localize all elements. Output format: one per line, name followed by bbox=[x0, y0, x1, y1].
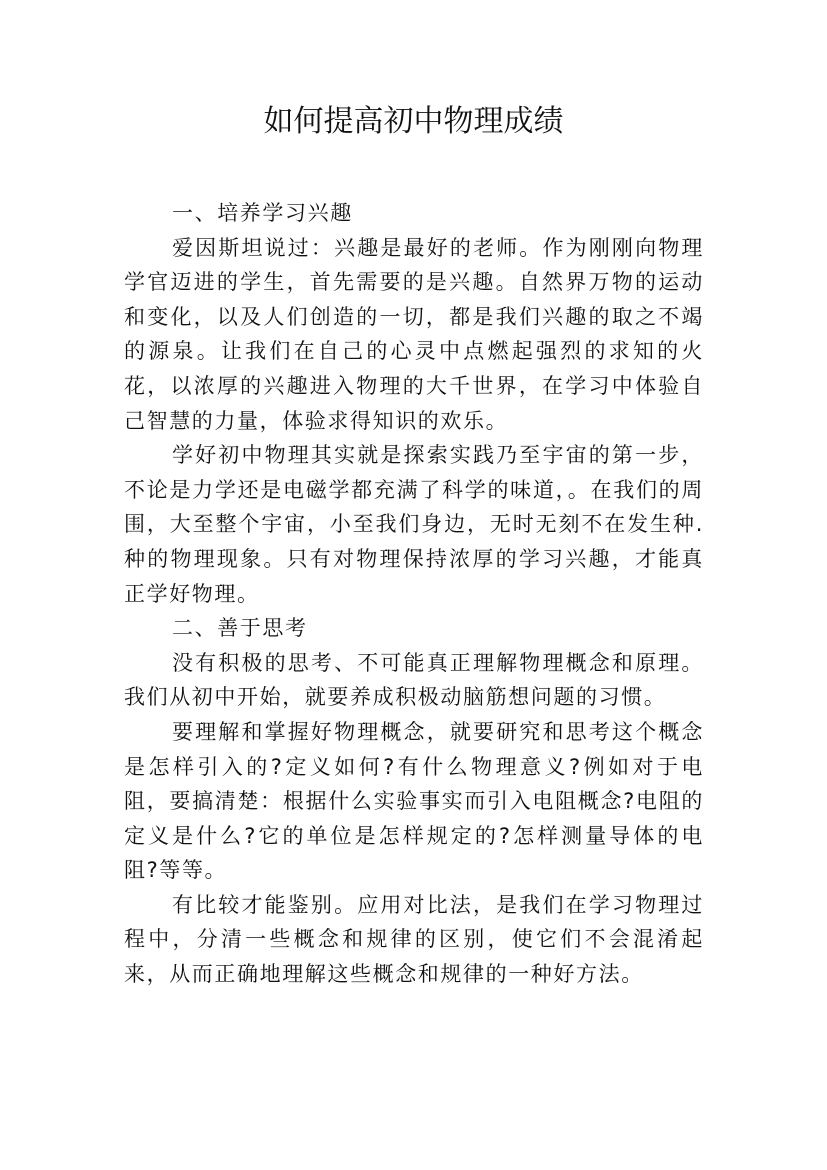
paragraph: 学好初中物理其实就是探索实践乃至宇宙的第一步，不论是力学还是电磁学都充满了科学的味道，。在我们的周围，大至整个宇宙，小至我们身边，无时无刻不在发生种.种的物理现象。只有对物理保持浓厚的学习兴趣，才能真正学好物理。 bbox=[124, 443, 704, 606]
paragraph: 爱因斯坦说过：兴趣是最好的老师。作为刚刚向物理学官迈进的学生，首先需要的是兴趣。自然界万物的运动和变化，以及人们创造的一切，都是我们兴趣的取之不竭的源泉。让我们在自己的心灵中点燃起强烈的求知的火花，以浓厚的兴趣进入物理的大千世界，在学习中体验自己智慧的力量，体验求得知识的欢乐。 bbox=[124, 235, 704, 433]
document-title: 如何提高初中物理成绩 bbox=[263, 104, 564, 139]
paragraph: 要理解和掌握好物理概念，就要研究和思考这个概念是怎样引入的?定义如何?有什么物理意义?例如对于电阻，要搞清楚：根据什么实验事实而引入电阻概念?电阻的定义是什么?它的单位是怎样规定的?怎样测量导体的电阻?等等。 bbox=[124, 719, 704, 883]
document-body bbox=[124, 196, 704, 992]
section-heading-interest: 一、培养学习兴趣 bbox=[172, 201, 353, 225]
section-heading-thinking: 二、善于思考 bbox=[172, 616, 308, 641]
paragraph: 有比较才能鉴别。应用对比法，是我们在学习物理过程中，分清一些概念和规律的区别，使它们不会混淆起来，从而正确地理解这些概念和规律的一种好方法。 bbox=[124, 892, 704, 987]
paragraph: 没有积极的思考、不可能真正理解物理概念和原理。我们从初中开始，就要养成积极动脑筋想问题的习惯。 bbox=[124, 650, 704, 710]
